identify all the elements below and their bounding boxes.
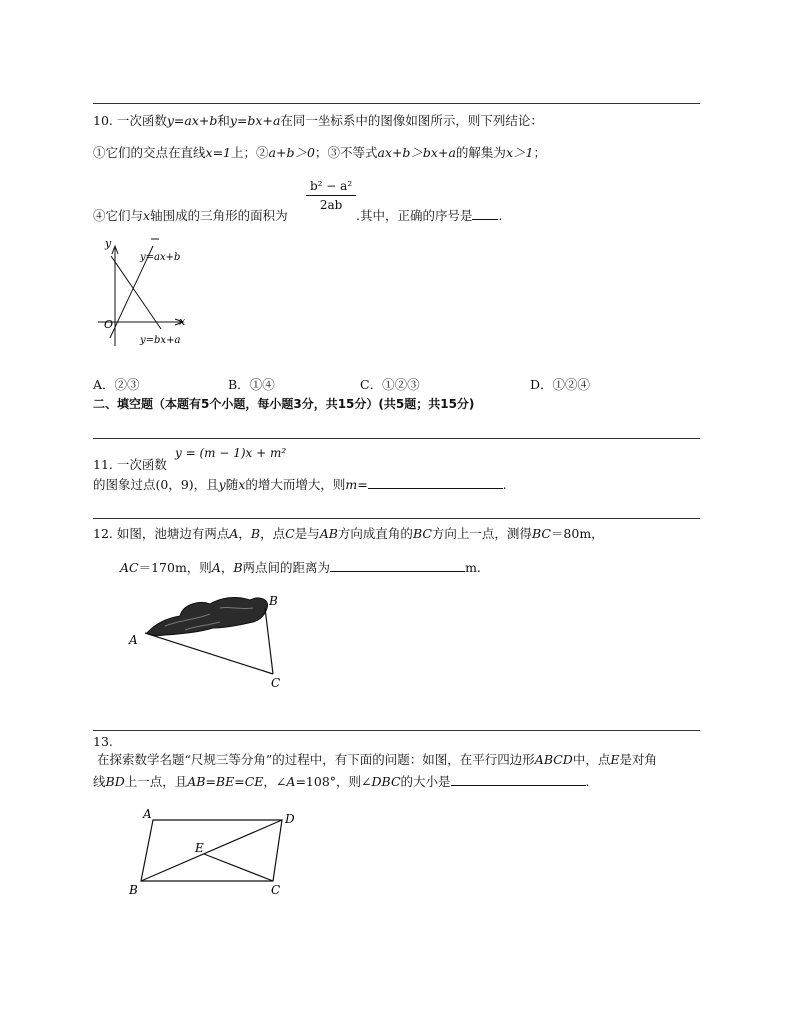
q12-pond-figure — [125, 590, 290, 690]
divider-rule — [93, 103, 700, 104]
point-c-label: C — [271, 676, 281, 690]
q13-t1: 在探索数学名题“尺规三等分角”的过程中，有下面的问题：如图，在平行四边形 — [97, 752, 535, 767]
y-axis-label: y — [105, 237, 112, 250]
point-b-label: B — [269, 594, 278, 608]
q10-c4-end: . — [498, 208, 503, 223]
q13-number: 13. — [93, 734, 113, 749]
q13-E: E — [610, 752, 620, 767]
q11-formula: y = (m − 1)x + m² — [175, 446, 287, 460]
q13-t3: 是对角 — [619, 752, 657, 767]
q12-B: B — [250, 526, 261, 541]
line2-label: y=bx+a — [140, 335, 181, 346]
q13-parallelogram-figure — [125, 805, 300, 900]
fraction-denominator: 2ab — [319, 198, 343, 212]
option-b[interactable] — [228, 375, 275, 393]
q11-text-b: 随 — [225, 477, 239, 492]
section-heading: 二、填空题（本题有5个小题，每小题3分，共15分）(共5题；共15分) — [93, 397, 475, 411]
q12-t10: 两点间的距离为 — [242, 560, 331, 575]
q12-unit: m. — [465, 560, 481, 575]
q10-c1: ①它们的交点在直线 — [93, 145, 206, 160]
point-c-label: C — [271, 883, 281, 897]
segment-ac — [145, 633, 273, 674]
q12-t5: 方向成直角的 — [337, 526, 413, 541]
origin-label: O — [104, 318, 114, 331]
option-letter: A． — [93, 377, 115, 392]
option-c[interactable] — [360, 375, 420, 393]
q10-c2-end: ； — [314, 145, 328, 160]
q10-eq2: y=bx+a — [229, 113, 281, 128]
line1-label: y=ax+b — [140, 252, 181, 263]
q12-t7: ＝80m， — [550, 526, 604, 541]
option-d[interactable] — [530, 375, 590, 393]
q10-c2: ② — [256, 145, 269, 160]
q11-x: x — [238, 477, 246, 492]
segment-bc — [265, 608, 273, 674]
q10-c3: ③不等式 — [327, 145, 378, 160]
q10-c1-end: 上； — [231, 145, 257, 160]
q10-conclusion-4-tail — [356, 206, 502, 224]
q13-t7: =108°，则∠ — [295, 774, 372, 789]
q13-A: A — [286, 774, 296, 789]
q10-c4-post: .其中，正确的序号是 — [356, 208, 473, 223]
q13-line2 — [93, 772, 590, 790]
q12-t3: ，点 — [260, 526, 286, 541]
answer-blank[interactable] — [330, 571, 465, 572]
answer-blank[interactable] — [368, 488, 503, 489]
q12-line1 — [93, 524, 604, 542]
q12-C: C — [285, 526, 295, 541]
point-a-label: A — [129, 633, 138, 647]
q12-t4: 是与 — [294, 526, 320, 541]
q13-t8: 的大小是 — [400, 774, 451, 789]
q10-c4-pre: ④它们与 — [93, 208, 144, 223]
q10-c2-math: a+b＞0 — [268, 145, 315, 160]
option-text: ①④ — [249, 377, 275, 392]
q10-and: 和 — [217, 113, 230, 128]
divider-rule — [93, 518, 700, 519]
q13-t4: 线 — [93, 774, 106, 789]
q10-c1-math: x=1 — [205, 145, 231, 160]
q13-end: . — [585, 774, 590, 789]
q10-conclusion-4 — [93, 206, 288, 224]
q11-text-a: 的图象过点(0，9)，且 — [93, 477, 219, 492]
q13-t6: ，∠ — [263, 774, 287, 789]
q10-conclusions-line — [93, 143, 546, 161]
q10-c3-end: ； — [533, 145, 546, 160]
q12-AC: AC — [120, 560, 139, 575]
option-text: ②③ — [114, 377, 140, 392]
line-ax-plus-b — [111, 256, 161, 329]
option-letter: D． — [530, 377, 553, 392]
q11-y: y — [218, 477, 226, 492]
q13-line1 — [97, 750, 657, 768]
q12-t9: ， — [220, 560, 234, 575]
option-text: ①②④ — [552, 377, 591, 392]
q13-t5: 上一点，且 — [124, 774, 188, 789]
q13-eq: AB=BE=CE — [187, 774, 264, 789]
q12-A2: A — [211, 560, 221, 575]
option-letter: C． — [360, 377, 383, 392]
q11-prefix-line — [93, 455, 167, 473]
divider-rule — [93, 730, 700, 731]
q11-m: m — [345, 477, 358, 492]
q13-BD: BD — [105, 774, 125, 789]
q12-t1: 12. 如图，池塘边有两点 — [93, 526, 230, 541]
q11-text-c: 的增大而增大，则 — [245, 477, 346, 492]
q12-BC: BC — [412, 526, 432, 541]
diagonal-bd — [141, 820, 282, 881]
q11-end: . — [502, 477, 507, 492]
pond-shape — [147, 597, 268, 635]
option-letter: B． — [228, 377, 250, 392]
q10-c4-var: x — [143, 208, 151, 223]
q10-c4-mid: 轴围成的三角形的面积为 — [150, 208, 288, 223]
q12-BC2: BC — [531, 526, 551, 541]
q11-prefix: 11. 一次函数 — [93, 457, 167, 472]
q12-t2: ， — [238, 526, 251, 541]
q13-DBC: DBC — [371, 774, 401, 789]
q12-t6: 方向上一点，测得 — [431, 526, 532, 541]
q10-c3-mid: 的解集为 — [455, 145, 506, 160]
answer-blank[interactable] — [451, 785, 586, 786]
q11-eq: = — [357, 477, 368, 492]
q12-A: A — [229, 526, 239, 541]
divider-rule — [93, 438, 700, 439]
point-a-label: A — [143, 807, 152, 821]
q12-B2: B — [233, 560, 243, 575]
point-b-label: B — [129, 883, 138, 897]
option-a[interactable] — [93, 375, 140, 393]
answer-blank[interactable] — [472, 219, 498, 220]
q10-stem — [93, 111, 543, 129]
q10-prefix: 10. 一次函数 — [93, 113, 167, 128]
point-d-label: D — [285, 812, 295, 826]
segment-ce — [204, 854, 273, 881]
q10-graph — [93, 228, 203, 353]
q12-t8: ＝170m，则 — [138, 560, 212, 575]
q12-AB: AB — [319, 526, 338, 541]
q11-body — [93, 475, 507, 493]
q10-c3-math2: x＞1 — [505, 145, 534, 160]
q10-c3-math: ax+b＞bx+a — [377, 145, 456, 160]
q10-area-fraction — [306, 179, 356, 212]
option-text: ①②③ — [382, 377, 420, 392]
q13-ABCD: ABCD — [534, 752, 573, 767]
point-e-label: E — [195, 841, 204, 855]
q10-suffix: 在同一坐标系中的图像如图所示，则下列结论： — [280, 113, 543, 128]
x-axis-label: x — [179, 315, 186, 328]
q13-t2: 中，点 — [572, 752, 611, 767]
q12-line2 — [120, 558, 481, 576]
q10-eq1: y=ax+b — [166, 113, 218, 128]
fraction-numerator: b² − a² — [306, 179, 356, 196]
